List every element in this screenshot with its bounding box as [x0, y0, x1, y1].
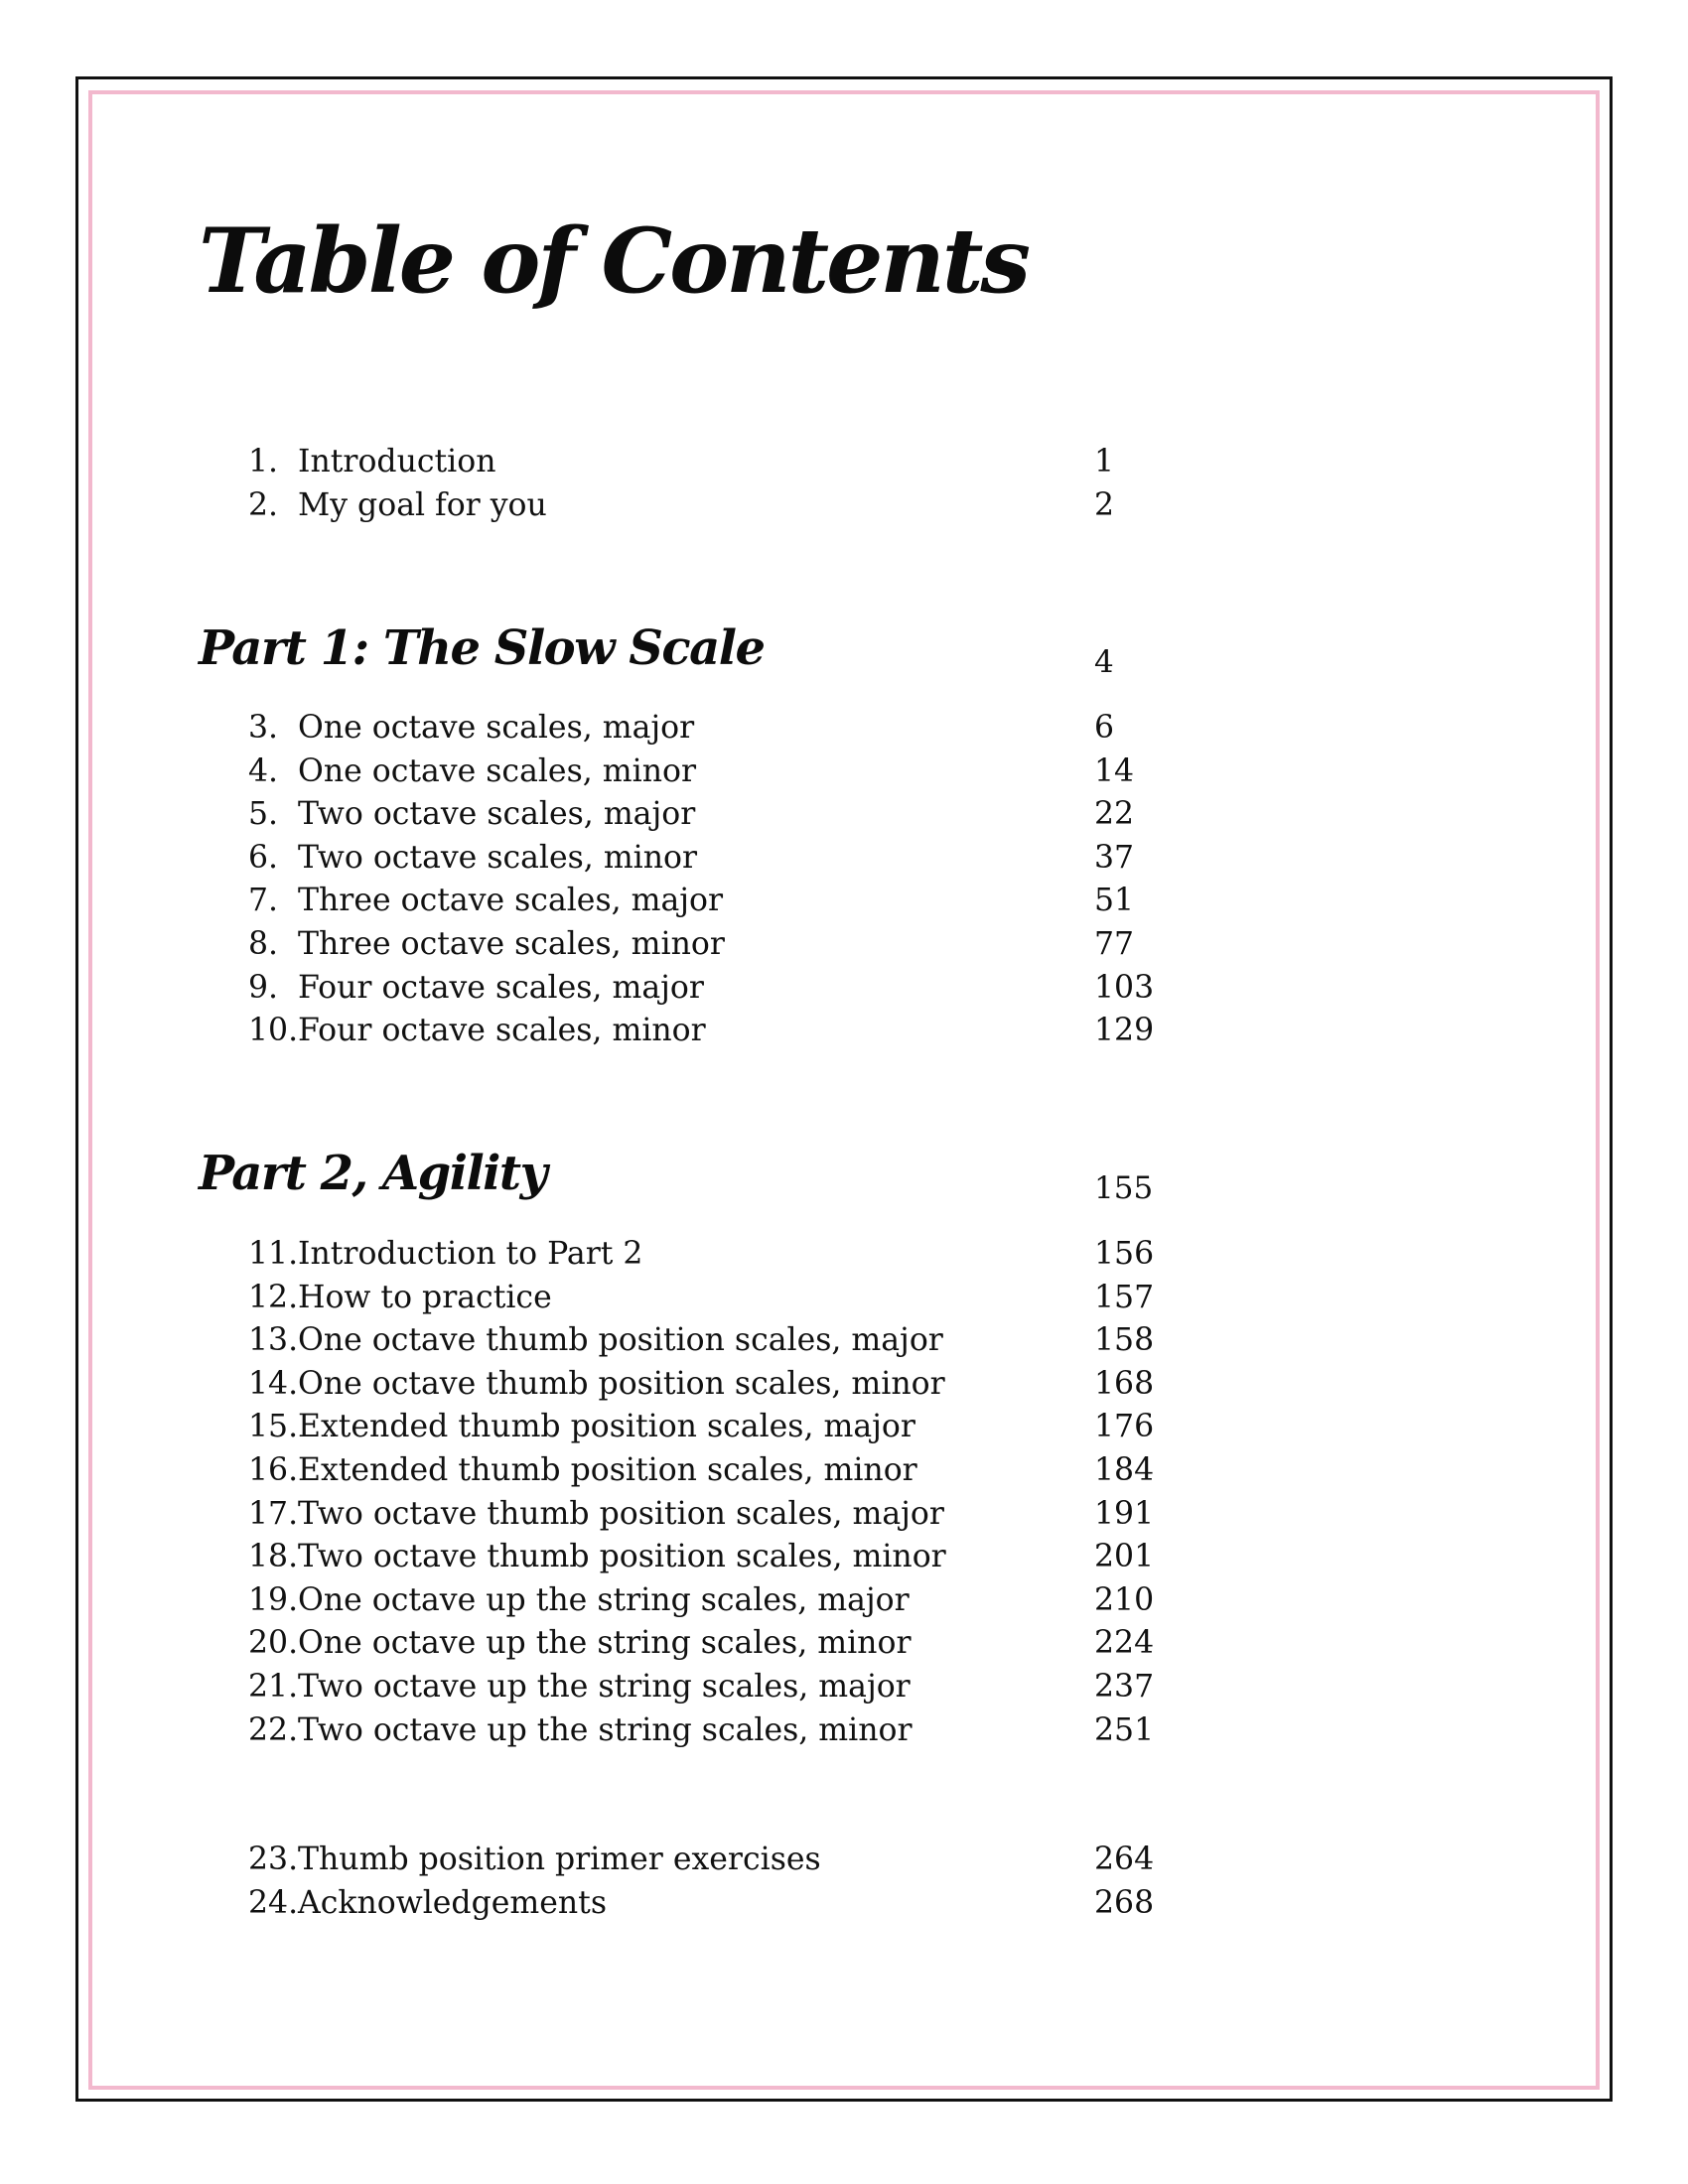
toc-entry-number: 22.	[248, 1711, 299, 1748]
toc-entry-page: 103	[1094, 969, 1155, 1006]
toc-entry-number: 18.	[248, 1539, 299, 1575]
toc-entry-title: Introduction	[298, 444, 496, 479]
toc-entry-number: 1.	[248, 444, 279, 479]
toc-entry-number: 12.	[248, 1279, 299, 1315]
toc-entry-page: 268	[1094, 1884, 1155, 1921]
toc-entry	[248, 793, 1172, 837]
toc-entry-number: 9.	[248, 969, 279, 1006]
toc-entry-number: 24.	[248, 1884, 299, 1921]
toc-entry	[248, 1363, 1172, 1407]
toc-entry-title: Acknowledgements	[298, 1884, 608, 1921]
toc-entry	[248, 967, 1172, 1011]
toc-entry-page: 237	[1094, 1668, 1155, 1705]
toc-entry-title: My goal for you	[298, 486, 547, 523]
toc-entry-page: 158	[1094, 1322, 1155, 1359]
toc-entry	[248, 1882, 1172, 1926]
toc-entry-page: 201	[1094, 1539, 1155, 1575]
toc-entry-page: 251	[1094, 1711, 1155, 1748]
toc-entry-page: 157	[1094, 1279, 1155, 1315]
toc-entry-number: 14.	[248, 1365, 299, 1402]
toc-entry-page: 51	[1094, 883, 1135, 919]
toc-entry-page: 176	[1094, 1409, 1155, 1445]
toc-entry	[248, 1709, 1172, 1753]
toc-entry-number: 21.	[248, 1668, 299, 1705]
toc-entry-title: Three octave scales, major	[298, 883, 724, 919]
toc-entry-title: How to practice	[298, 1279, 552, 1315]
toc-entry-page: 168	[1094, 1365, 1155, 1402]
toc-entry-number: 2.	[248, 486, 279, 523]
toc-entry-number: 13.	[248, 1322, 299, 1359]
toc-entry	[248, 751, 1172, 794]
toc-entry	[248, 880, 1172, 923]
toc-entry-number: 20.	[248, 1625, 299, 1662]
intro-toc-list	[248, 441, 1172, 527]
toc-entry-page: 2	[1094, 486, 1115, 523]
toc-entry-title: One octave scales, major	[298, 710, 695, 746]
toc-entry-number: 3.	[248, 710, 279, 746]
toc-entry-number: 23.	[248, 1842, 299, 1877]
toc-entry-title: One octave thumb position scales, major	[298, 1322, 943, 1359]
toc-entry	[248, 441, 1172, 484]
toc-entry	[248, 484, 1172, 528]
toc-entry-title: Four octave scales, major	[298, 969, 704, 1006]
toc-entry-title: One octave up the string scales, minor	[298, 1625, 912, 1662]
toc-entry-page: 210	[1094, 1581, 1155, 1618]
toc-entry	[248, 1319, 1172, 1363]
toc-entry-page: 37	[1094, 839, 1135, 876]
toc-entry-title: Two octave scales, major	[298, 796, 696, 833]
toc-entry-number: 19.	[248, 1581, 299, 1618]
toc-entry	[248, 1839, 1172, 1882]
toc-entry-number: 6.	[248, 839, 279, 876]
toc-entry-title: One octave up the string scales, major	[298, 1581, 910, 1618]
toc-entry-page: 77	[1094, 925, 1135, 962]
toc-entry	[248, 1233, 1172, 1277]
toc-entry-page: 184	[1094, 1451, 1155, 1488]
toc-entry-title: Two octave scales, minor	[298, 839, 698, 876]
toc-entry-number: 15.	[248, 1409, 299, 1445]
toc-entry-title: Extended thumb position scales, major	[298, 1409, 915, 1445]
page-inner-pink-border	[88, 90, 1600, 2090]
toc-entry-number: 10.	[248, 1013, 299, 1049]
toc-entry-title: One octave thumb position scales, minor	[298, 1365, 945, 1402]
toc-entry-page: 264	[1094, 1842, 1155, 1877]
toc-entry-page: 6	[1094, 710, 1115, 746]
part2-toc-list	[248, 1233, 1172, 1752]
toc-entry	[248, 1666, 1172, 1709]
toc-entry-page: 14	[1094, 752, 1135, 789]
toc-entry-title: Two octave up the string scales, minor	[298, 1711, 913, 1748]
toc-entry-number: 16.	[248, 1451, 299, 1488]
toc-entry-number: 4.	[248, 752, 279, 789]
toc-entry-page: 22	[1094, 796, 1135, 833]
toc-entry-title: Thumb position primer exercises	[298, 1842, 821, 1877]
closing-toc-list	[248, 1839, 1172, 1925]
toc-entry	[248, 1449, 1172, 1493]
toc-entry	[248, 837, 1172, 881]
toc-entry-page: 224	[1094, 1625, 1155, 1662]
toc-entry-page: 191	[1094, 1495, 1155, 1532]
part2-page-number: 155	[1094, 1170, 1154, 1206]
toc-entry	[248, 1406, 1172, 1449]
toc-entry	[248, 1579, 1172, 1623]
toc-entry-number: 17.	[248, 1495, 299, 1532]
toc-entry-page: 156	[1094, 1236, 1155, 1272]
toc-entry-number: 11.	[248, 1236, 299, 1272]
toc-entry-title: Introduction to Part 2	[298, 1236, 643, 1272]
toc-entry	[248, 1277, 1172, 1320]
toc-entry-title: Four octave scales, minor	[298, 1013, 706, 1049]
toc-entry-title: One octave scales, minor	[298, 752, 697, 789]
toc-entry	[248, 707, 1172, 751]
part1-page-number: 4	[1094, 644, 1114, 680]
toc-entry	[248, 1622, 1172, 1666]
toc-entry-page: 129	[1094, 1013, 1155, 1049]
toc-entry-title: Two octave thumb position scales, minor	[298, 1539, 946, 1575]
toc-entry-number: 7.	[248, 883, 279, 919]
toc-entry	[248, 1536, 1172, 1579]
toc-entry-number: 8.	[248, 925, 279, 962]
toc-entry-title: Three octave scales, minor	[298, 925, 725, 962]
page-title: Table of Contents	[199, 208, 1029, 314]
toc-entry-title: Two octave thumb position scales, major	[298, 1495, 944, 1532]
toc-entry	[248, 923, 1172, 967]
toc-entry-title: Extended thumb position scales, minor	[298, 1451, 917, 1488]
part1-heading: Part 1: The Slow Scale	[199, 620, 765, 676]
toc-entry-page: 1	[1094, 444, 1115, 479]
toc-entry-number: 5.	[248, 796, 279, 833]
part1-toc-list	[248, 707, 1172, 1053]
toc-entry	[248, 1010, 1172, 1053]
toc-entry-title: Two octave up the string scales, major	[298, 1668, 911, 1705]
toc-entry	[248, 1493, 1172, 1537]
part2-heading: Part 2, Agility	[199, 1146, 546, 1201]
